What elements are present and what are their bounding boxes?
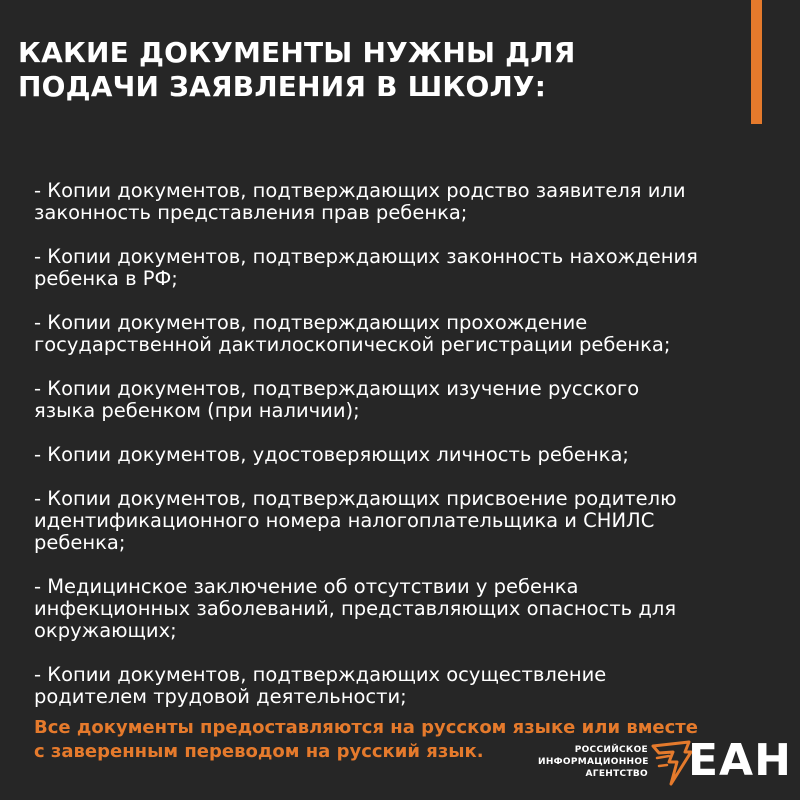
logo-text-line: РОССИЙСКОЕ	[574, 745, 648, 755]
list-item-line: ребенка в РФ;	[34, 267, 178, 290]
note-line: Все документы предоставляются на русском языке или вместе	[34, 717, 698, 738]
list-item-line: окружающих;	[34, 619, 177, 642]
note-line: с заверенным переводом на русский язык.	[34, 741, 484, 762]
list-item	[34, 444, 734, 466]
list-item	[34, 180, 734, 224]
logo-agency-text	[538, 744, 648, 780]
page-title	[18, 36, 718, 104]
list-item-line: - Медицинское заключение об отсутствии у ребенка	[34, 575, 579, 598]
list-item-line: - Копии документов, подтверждающих прохождение	[34, 311, 588, 334]
list-item-line: - Копии документов, подтверждающих законность нахождения	[34, 245, 698, 268]
documents-list	[34, 180, 734, 730]
list-item-line: государственной дактилоскопической регистрации ребенка;	[34, 333, 671, 356]
list-item-line: - Копии документов, удостоверяющих личность ребенка;	[34, 443, 629, 466]
list-item	[34, 576, 734, 642]
title-line: ПОДАЧИ ЗАЯВЛЕНИЯ В ШКОЛУ:	[18, 70, 547, 103]
flag-lightning-icon	[651, 740, 693, 786]
list-item-line: - Копии документов, подтверждающих присвоение родителю	[34, 487, 677, 510]
logo-text-line: ИНФОРМАЦИОННОЕ	[538, 757, 649, 767]
list-item-line: - Копии документов, подтверждающих изучение русского	[34, 377, 640, 400]
list-item-line: инфекционных заболеваний, представляющих опасность для	[34, 597, 677, 620]
logo-letters: ЕАН	[688, 735, 792, 786]
list-item	[34, 246, 734, 290]
list-item-line: языка ребенком (при наличии);	[34, 399, 360, 422]
list-item-line: родителем трудовой деятельности;	[34, 685, 407, 708]
list-item-line: законность представления прав ребенка;	[34, 201, 468, 224]
list-item-line: ребенка;	[34, 531, 126, 554]
accent-bar	[751, 0, 762, 124]
list-item	[34, 664, 734, 708]
list-item	[34, 488, 734, 554]
logo-text-line: АГЕНТСТВО	[585, 769, 648, 779]
list-item	[34, 312, 734, 356]
list-item-line: - Копии документов, подтверждающих родство заявителя или	[34, 179, 686, 202]
title-line: КАКИЕ ДОКУМЕНТЫ НУЖНЫ ДЛЯ	[18, 36, 576, 69]
list-item-line: идентификационного номера налогоплательщика и СНИЛС	[34, 509, 655, 532]
list-item	[34, 378, 734, 422]
ean-logo	[538, 735, 792, 786]
list-item-line: - Копии документов, подтверждающих осуществление	[34, 663, 607, 686]
